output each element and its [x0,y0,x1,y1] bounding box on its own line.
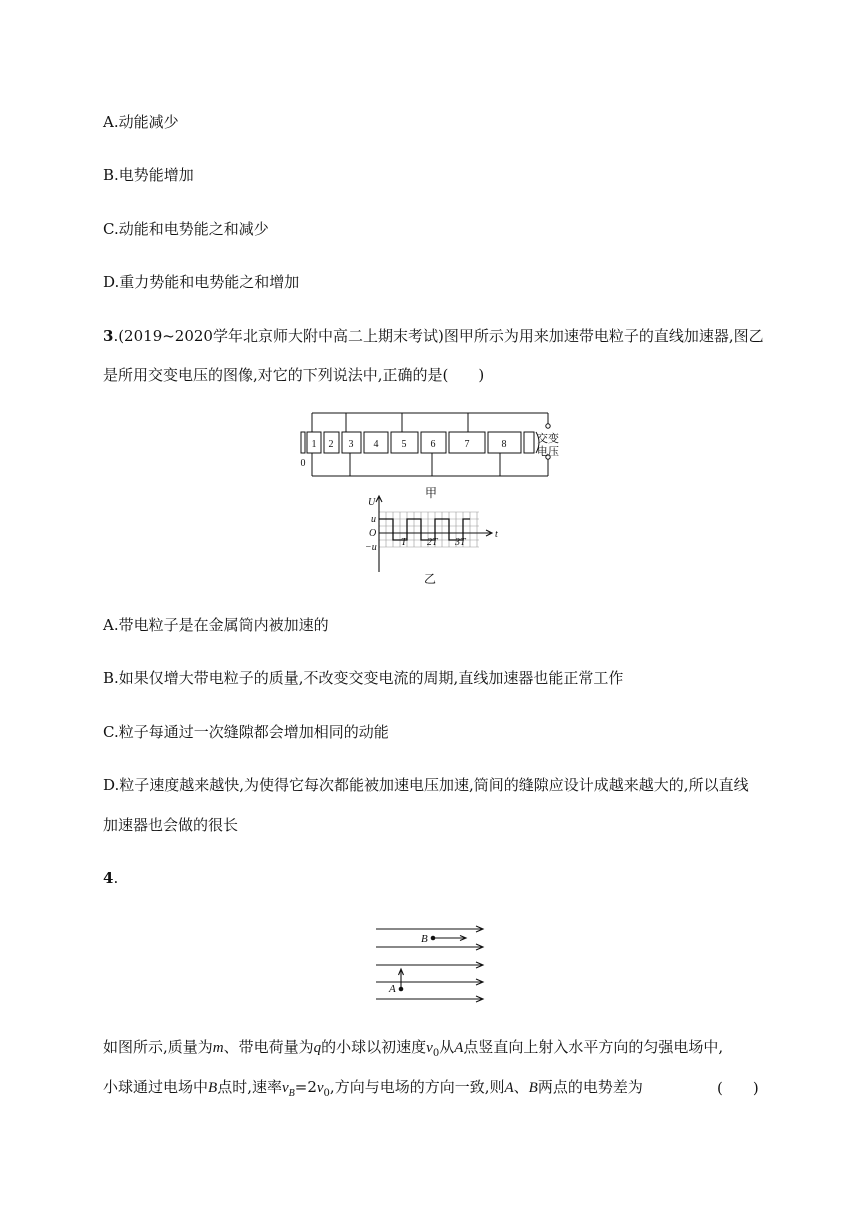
q3-option-c: C.粒子每通过一次缝隙都会增加相同的动能 [103,723,389,741]
q4-answer-paren: ( ) [717,1079,759,1097]
label-u-plus: u [371,514,376,525]
fig-yi-caption: 乙 [424,572,437,586]
q2-option-c: C.动能和电势能之和减少 [103,220,269,238]
tube-label-7: 7 [464,439,470,450]
point-A-ball [399,987,404,992]
tick-2T: 2T [427,537,438,548]
q2-option-a: A.动能减少 [103,113,179,131]
tube-label-8: 8 [501,439,507,450]
tick-3T: 3T [455,537,466,548]
axis-label-U: U [368,497,376,508]
tube-label-6: 6 [430,439,436,450]
plate-zero-label: 0 [300,458,306,469]
tube-label-2: 2 [328,439,334,450]
q3-number: 3 [103,327,114,345]
q4-stem-line2: 小球通过电场中B点时,速率$v_B=2v_0$,方向与电场的方向一致,则A、B两点的电势差为 [103,1078,643,1099]
q3-stem-line2: 是所用交变电压的图像,对它的下列说法中,正确的是( ) [103,366,485,384]
fig-jia-caption: 甲 [425,486,438,500]
tick-T: T [401,537,407,548]
voltage-waveform-graph [364,494,514,572]
q3-option-d-line1: D.粒子速度越来越快,为使得它每次都能被加速电压加速,筒间的缝隙应设计成越来越大的,所以直线 [103,776,749,794]
label-B: B [421,933,428,945]
q2-option-b: B.电势能增加 [103,166,194,184]
q3-option-a: A.带电粒子是在金属筒内被加速的 [103,616,329,634]
label-u-minus: −u [365,542,377,553]
q4-dot: . [113,869,119,887]
point-B-ball [431,936,436,941]
q4-number: 4 [103,869,114,887]
q3-stem-line1 [103,326,764,346]
q3-option-d-line2: 加速器也会做的很长 [103,816,239,834]
axis-label-t: t [495,529,498,540]
q3-option-b: B.如果仅增大带电粒子的质量,不改变交变电流的周期,直线加速器也能正常工作 [103,669,624,687]
q4-stem-line1: 如图所示,质量为m、带电荷量为q的小球以初速度$v_0$从A点竖直向上射入水平方向的匀强电场中, [103,1038,724,1059]
tube-label-4: 4 [373,439,379,450]
label-A: A [389,983,396,995]
q4-heading [103,868,118,888]
tube-label-5: 5 [401,439,407,450]
q2-option-d: D.重力势能和电势能之和增加 [103,273,300,291]
ac-source-label-2: 电压 [537,445,559,458]
tube-label-3: 3 [348,439,354,450]
q3-stem-text: .(2019~2020学年北京师大附中高二上期末考试)图甲所示为用来加速带电粒子的直线加速器,图乙 [113,327,764,345]
electric-field-diagram [370,920,490,1006]
tube-label-1: 1 [311,439,317,450]
ac-source-label-1: 交变 [537,432,559,445]
label-origin: O [369,528,377,539]
tube-labels [301,439,507,469]
